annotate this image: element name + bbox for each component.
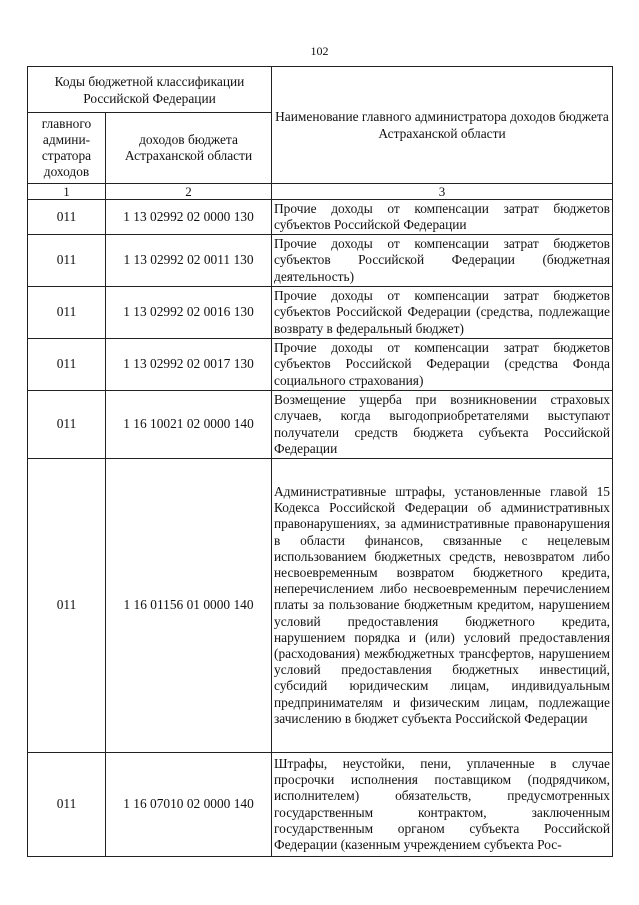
description-cell: Прочие доходы от компенсации затрат бюджетов субъектов Российской Федерации <box>272 200 613 235</box>
column-number-2: 2 <box>106 184 272 200</box>
income-code-cell: 1 13 02992 02 0000 130 <box>106 200 272 235</box>
description-cell: Штрафы, неустойки, пени, уплаченные в случае просрочки исполнения поставщиком (подрядчиком, исполнителем) обязательств, предусмотренных государственным контрактом, заключенным государственным органом субъекта Российской Федерации (казенным учреждением субъекта Рос- <box>272 753 613 857</box>
table-row <box>28 200 613 235</box>
description-cell: Прочие доходы от компенсации затрат бюджетов субъектов Российской Федерации (средства Фонда социального страхования) <box>272 339 613 391</box>
admin-code-cell: 011 <box>28 459 106 753</box>
table-row <box>28 339 613 391</box>
table-row <box>28 391 613 459</box>
admin-code-cell: 011 <box>28 200 106 235</box>
description-cell: Возмещение ущерба при возникновении страховых случаев, когда выгодоприобретателями выступают получатели средств бюджета субъекта Российской Федерации <box>272 391 613 459</box>
column-number-1: 1 <box>28 184 106 200</box>
income-code-cell: 1 13 02992 02 0016 130 <box>106 287 272 339</box>
admin-code-cell: 011 <box>28 339 106 391</box>
description-cell: Прочие доходы от компенсации затрат бюджетов субъектов Российской Федерации (бюджетная деятельность) <box>272 235 613 287</box>
table-row <box>28 459 613 753</box>
budget-classification-table <box>27 66 613 857</box>
admin-code-cell: 011 <box>28 391 106 459</box>
header-admin-code: главного админи-стратора доходов <box>28 113 106 184</box>
admin-code-cell: 011 <box>28 235 106 287</box>
income-code-cell: 1 16 01156 01 0000 140 <box>106 459 272 753</box>
column-number-3: 3 <box>272 184 613 200</box>
admin-code-cell: 011 <box>28 753 106 857</box>
table-row <box>28 753 613 857</box>
income-code-cell: 1 13 02992 02 0017 130 <box>106 339 272 391</box>
column-number-row <box>28 184 613 200</box>
header-admin-name: Наименование главного администратора доходов бюджета Астраханской области <box>272 67 613 184</box>
header-income-code: доходов бюджета Астраханской области <box>106 113 272 184</box>
table-row <box>28 287 613 339</box>
page-number: 102 <box>310 44 329 58</box>
description-cell: Административные штрафы, установленные главой 15 Кодекса Российской Федерации об административных правонарушениях, за административные правонарушения в области финансов, связанные с нецелевым использованием бюджетных средств, невозвратом либо несвоевременным возвратом бюджетного кредита, неперечислением либо несвоевременным перечислением платы за пользование бюджетным кредитом, нарушением условий предоставления бюджетного кредита, нарушением порядка и (или) условий предоставления (расходования) межбюджетных трансфертов, нарушением условий предоставления бюджетных инвестиций, субсидий юридическим лицам, индивидуальным предпринимателям и физическим лицам, подлежащие зачислению в бюджет субъекта Российской Федерации <box>272 459 613 753</box>
income-code-cell: 1 16 10021 02 0000 140 <box>106 391 272 459</box>
income-code-cell: 1 13 02992 02 0011 130 <box>106 235 272 287</box>
header-group-title: Коды бюджетной классификации Российской Федерации <box>28 67 272 113</box>
table-row <box>28 235 613 287</box>
income-code-cell: 1 16 07010 02 0000 140 <box>106 753 272 857</box>
admin-code-cell: 011 <box>28 287 106 339</box>
description-cell: Прочие доходы от компенсации затрат бюджетов субъектов Российской Федерации (средства, подлежащие возврату в федеральный бюджет) <box>272 287 613 339</box>
